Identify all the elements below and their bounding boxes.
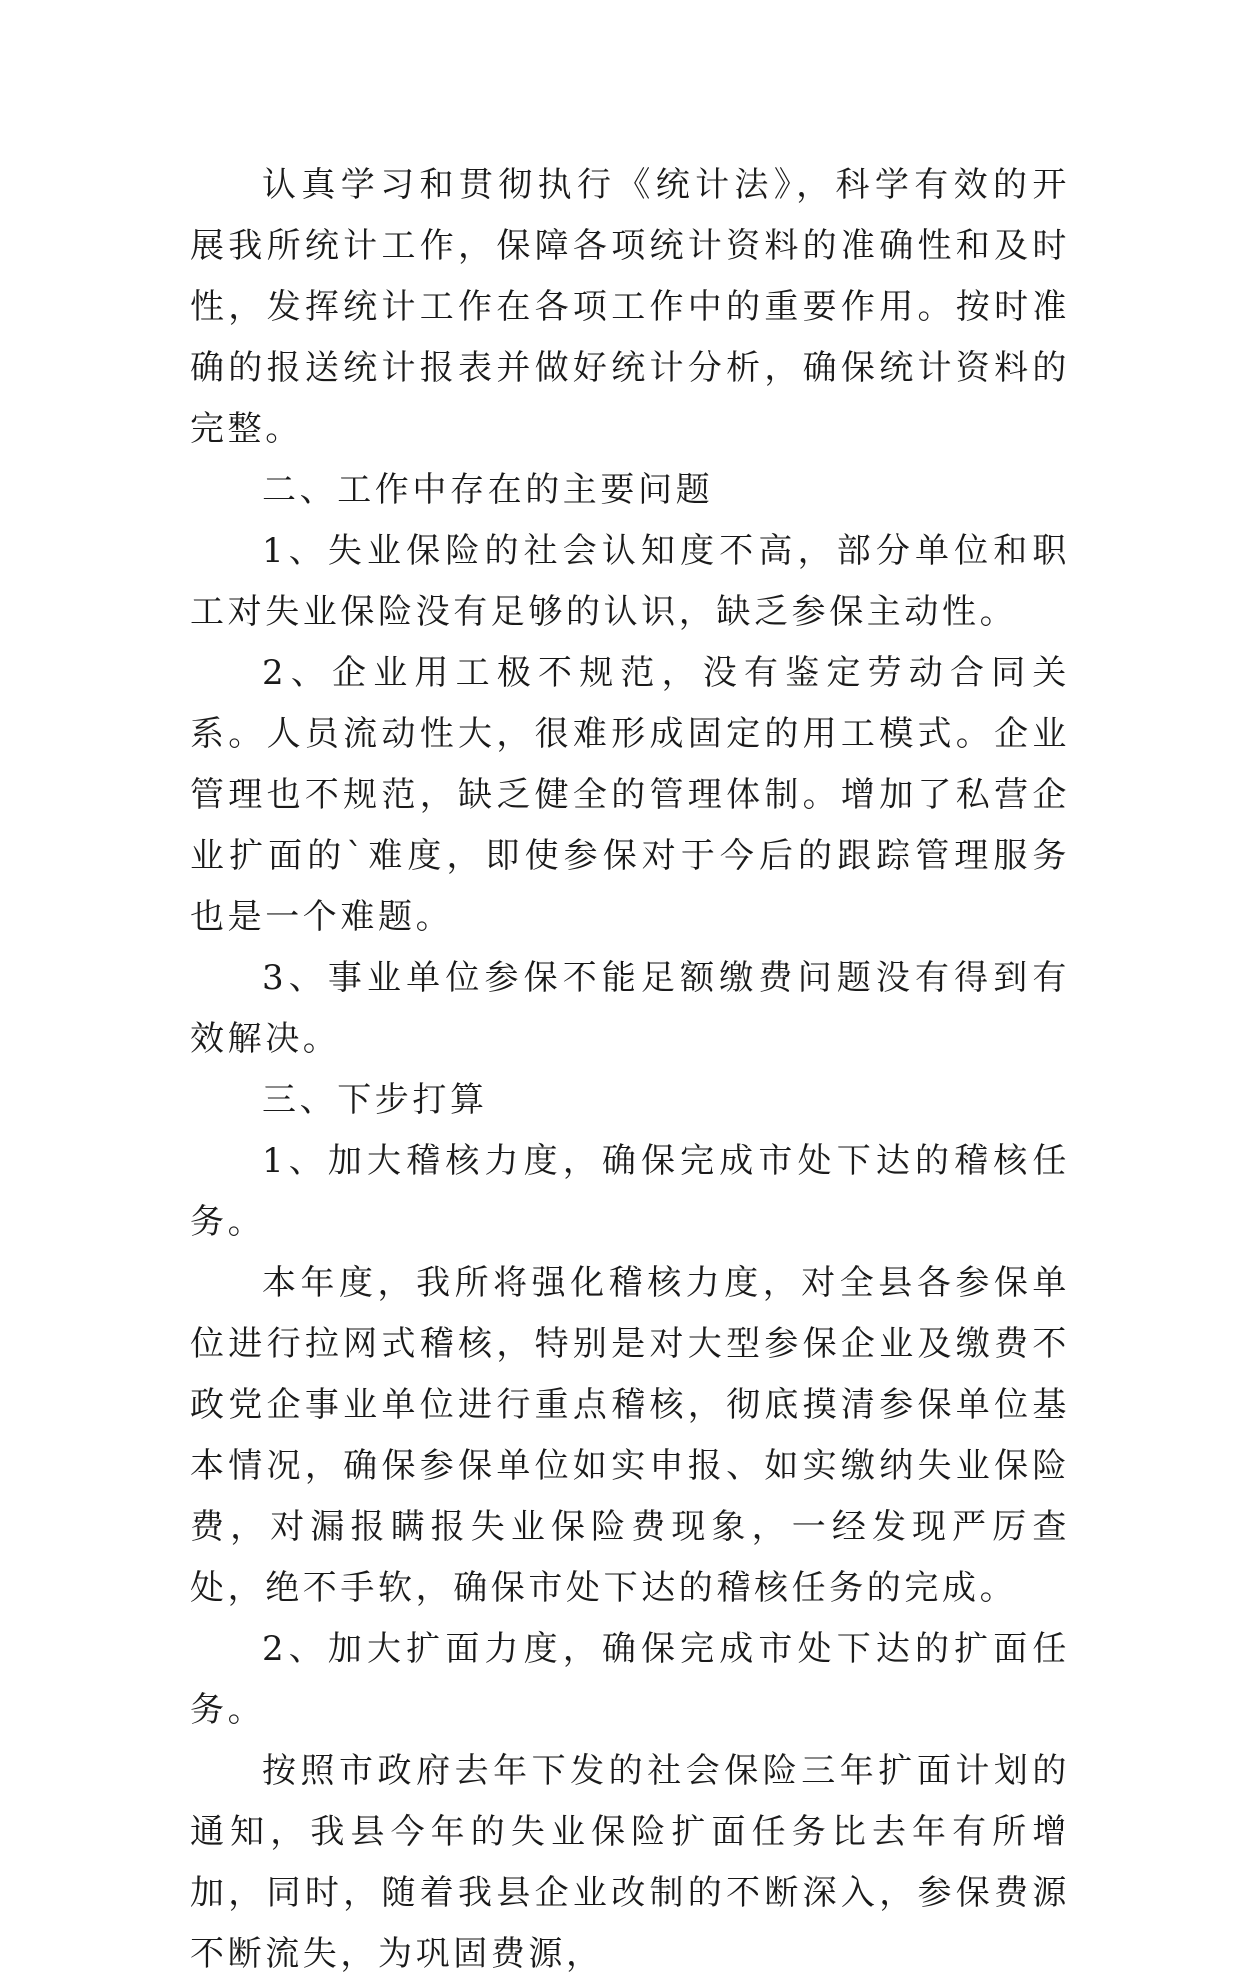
problem-item-3: 3、事业单位参保不能足额缴费问题没有得到有效解决。 [190,958,1070,1059]
problem-item-2: 2、企业用工极不规范，没有鉴定劳动合同关系。人员流动性大，很难形成固定的用工模式。企业管理也不规范，缺乏健全的管理体制。增加了私营企业扩面的`难度，即使参保对于今后的跟踪管理服务也是一个难题。 [190,653,1070,937]
section-heading-main-problems: 二、工作中存在的主要问题 [262,470,714,510]
section-heading-next-plans: 三、下步打算 [262,1080,488,1120]
problem-item-1: 1、失业保险的社会认知度不高，部分单位和职工对失业保险没有足够的认识，缺乏参保主动性。 [190,531,1070,632]
plan-item-2-body: 按照市政府去年下发的社会保险三年扩面计划的通知，我县今年的失业保险扩面任务比去年有所增加，同时，随着我县企业改制的不断深入，参保费源不断流失，为巩固费源， [190,1751,1070,1974]
paragraph-statistics-work: 认真学习和贯彻执行《统计法》，科学有效的开展我所统计工作，保障各项统计资料的准确性和及时性，发挥统计工作在各项工作中的重要作用。按时准确的报送统计报表并做好统计分析，确保统计资料的完整。 [190,165,1070,449]
plan-item-2-heading: 2、加大扩面力度，确保完成市处下达的扩面任务。 [190,1629,1070,1730]
plan-item-1-body: 本年度，我所将强化稽核力度，对全县各参保单位进行拉网式稽核，特别是对大型参保企业及缴费不政党企事业单位进行重点稽核，彻底摸清参保单位基本情况，确保参保单位如实申报、如实缴纳失业保险费，对漏报瞒报失业保险费现象，一经发现严厉查处，绝不手软，确保市处下达的稽核任务的完成。 [190,1263,1070,1608]
document-body [190,155,1070,1985]
plan-item-1-heading: 1、加大稽核力度，确保完成市处下达的稽核任务。 [190,1141,1070,1242]
